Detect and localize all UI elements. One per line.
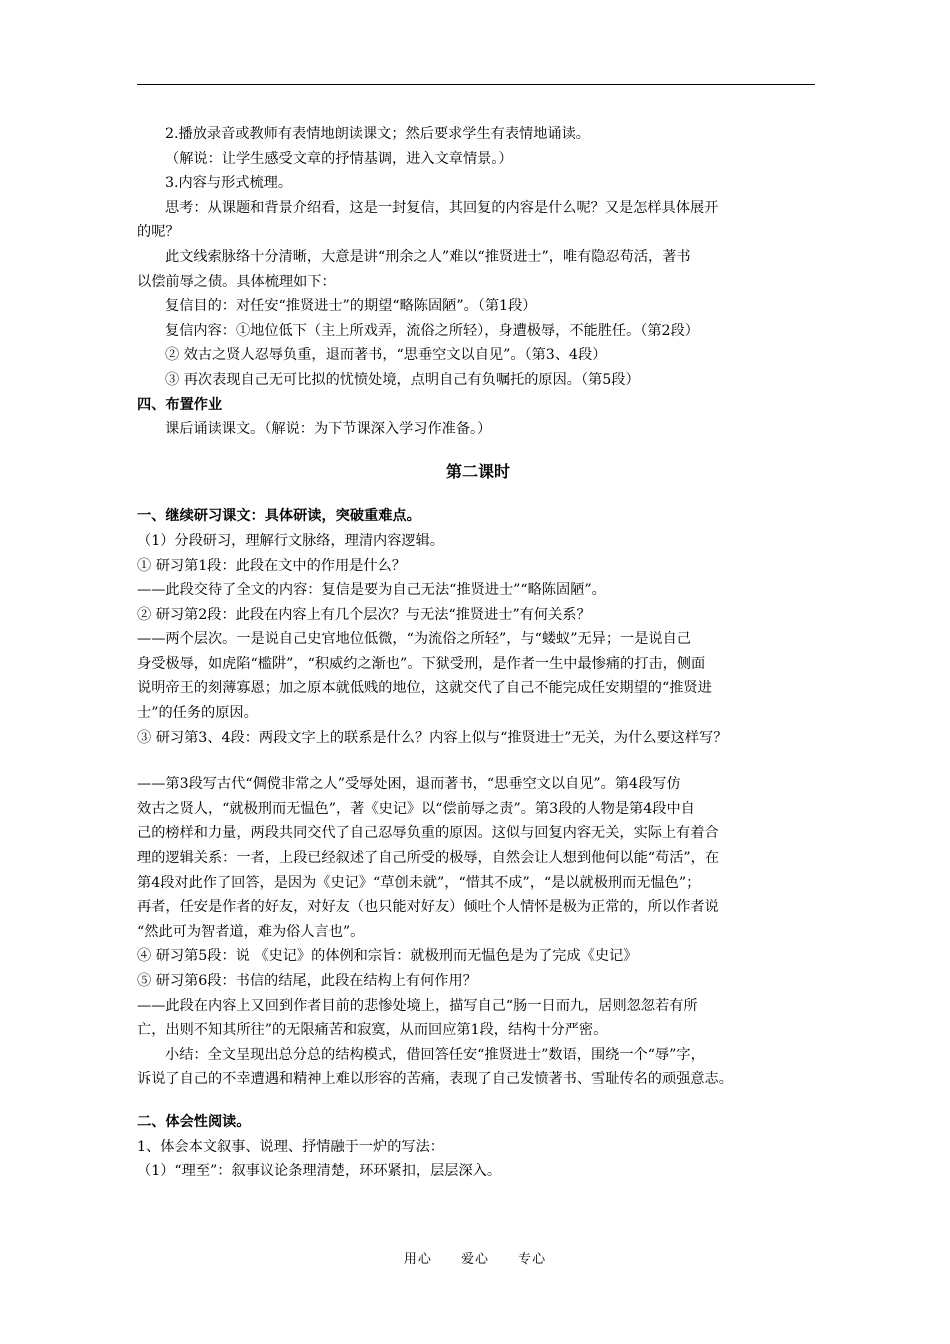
text-line: 的呢？ — [137, 224, 180, 241]
text-line: （解说：让学生感受文章的抒情基调，进入文章情景。） — [165, 150, 513, 167]
text-line: 复信内容：①地位低下（主上所戏弄，流俗之所轻），身遭极辱，不能胜任。（第2段） — [165, 322, 699, 339]
top-section — [137, 122, 819, 442]
text-line: 2.播放录音或教师有表情地朗读课文；然后要求学生有表情地诵读。 — [165, 126, 590, 142]
text-line: 再者，任安是作者的好友，对好友（也只能对好友）倾吐个人情怀是极为正常的，所以作者说 — [137, 899, 719, 916]
text-line: 3.内容与形式梳理。 — [165, 175, 293, 192]
text-line: 说明帝王的刻薄寡恩；加之原本就低贱的地位，这就交代了自己不能完成任安期望的“推贤进 — [137, 680, 712, 697]
text-line: （1）“理至”：叙事议论条理清楚，环环紧扣，层层深入。 — [137, 1163, 502, 1180]
text-line: （1）分段研习，理解行文脉络，理清内容逻辑。 — [137, 532, 444, 549]
bottom-section — [137, 772, 819, 1092]
text-line: ——第3段写古代“倜傥非常之人”受辱处困，退而著书，“思垂空文以自见”。第4段写仿 — [137, 776, 681, 793]
text-line: 1、体会本文叙事、说理、抒情融于一炉的写法： — [137, 1138, 444, 1155]
end-section — [137, 1110, 819, 1184]
text-line: 此文线索脉络十分清晰，大意是讲“刑余之人”难以“推贤进士”，唯有隐忍苟活，著书 — [165, 248, 691, 265]
text-line: 课后诵读课文。（解说：为下节课深入学习作准备。） — [165, 421, 492, 438]
text-line: ③ 再次表现自己无可比拟的忧愤处境，点明自己有负嘱托的原因。（第5段） — [165, 371, 640, 388]
text-line: ④ 研习第5段：说 《史记》的体例和宗旨：就极刑而无愠色是为了完成《史记》 — [137, 948, 638, 965]
text-line: 己的榜样和力量，两段共同交代了自己忍辱负重的原因。这似与回复内容无关，实际上有着合 — [137, 825, 719, 842]
header-rule — [137, 84, 815, 85]
text-line: 复信目的：对任安“推贤进士”的期望“略陈固陋”。（第1段） — [165, 298, 537, 315]
mid-section — [137, 504, 819, 750]
text-line: 小结：全文呈现出总分总的结构模式，借回答任安“推贤进士”数语，围绕一个“辱”字， — [165, 1046, 705, 1063]
page-footer — [0, 1248, 950, 1267]
text-line: ② 效古之贤人忍辱负重，退而著书，“思垂空文以自见”。（第3、4段） — [165, 347, 607, 364]
text-line: 诉说了自己的不幸遭遇和精神上难以形容的苦痛，表现了自己发愤著书、雪耻传名的顽强意志。 — [137, 1071, 733, 1088]
footer-word: 爱心 — [460, 1252, 489, 1267]
paragraph-gap — [137, 1092, 819, 1110]
text-line: 效古之贤人，“就极刑而无愠色”，著《史记》以“偿前辱之责”。第3段的人物是第4段中自 — [137, 800, 695, 817]
document-body — [137, 122, 819, 1184]
text-line: ——此段交待了全文的内容：复信是要为自己无法“推贤进士”“略陈固陋”。 — [137, 582, 606, 599]
text-line: ① 研习第1段：此段在文中的作用是什么？ — [137, 557, 406, 574]
text-line: ⑤ 研习第6段：书信的结尾，此段在结构上有何作用？ — [137, 973, 477, 989]
text-line: 理的逻辑关系：一者，上段已经叙述了自己所受的极辱，自然会让人想到他何以能“苟活”，在 — [137, 850, 720, 867]
text-line: 士”的任务的原因。 — [137, 705, 258, 722]
footer-word: 用心 — [403, 1252, 432, 1267]
text-line: 一、继续研习课文：具体研读，突破重难点。 — [137, 508, 421, 525]
text-line: ② 研习第2段：此段在内容上有几个层次？与无法“推贤进士”有何关系？ — [137, 606, 591, 623]
section-title: 第二课时 — [445, 461, 510, 481]
footer-word: 专心 — [518, 1252, 547, 1267]
text-line: 以偿前辱之债。具体梳理如下： — [137, 273, 336, 290]
text-line: 思考：从课题和背景介绍看，这是一封复信，其回复的内容是什么呢？又是怎样具体展开 — [165, 199, 719, 216]
text-line: 身受极辱，如虎陷“槛阱”，“积威约之渐也”。下狱受刑，是作者一生中最惨痛的打击，侧面 — [137, 655, 706, 672]
text-line: “然此可为智者道，难为俗人言也”。 — [137, 923, 365, 940]
text-line: ——此段在内容上又回到作者目前的悲惨处境上，描写自己“肠一日而九，居则忽忽若有所 — [137, 997, 698, 1014]
text-line: 二、体会性阅读。 — [137, 1113, 251, 1130]
text-line: ——两个层次。一是说自己史官地位低微，“为流俗之所轻”，与“蝼蚁”无异；一是说自己 — [137, 631, 691, 648]
paragraph-gap — [137, 750, 819, 772]
text-line: 亡，出则不知其所往”的无限痛苦和寂寞，从而回应第1段，结构十分严密。 — [137, 1022, 608, 1039]
text-line: 四、布置作业 — [137, 396, 223, 413]
text-line: ③ 研习第3、4段：两段文字上的联系是什么？内容上似与“推贤进士”无关，为什么要这样写？ — [137, 729, 728, 746]
text-line: 第4段对此作了回答，是因为《史记》“草创未就”，“惜其不成”，“是以就极刑而无愠色”； — [137, 874, 701, 891]
